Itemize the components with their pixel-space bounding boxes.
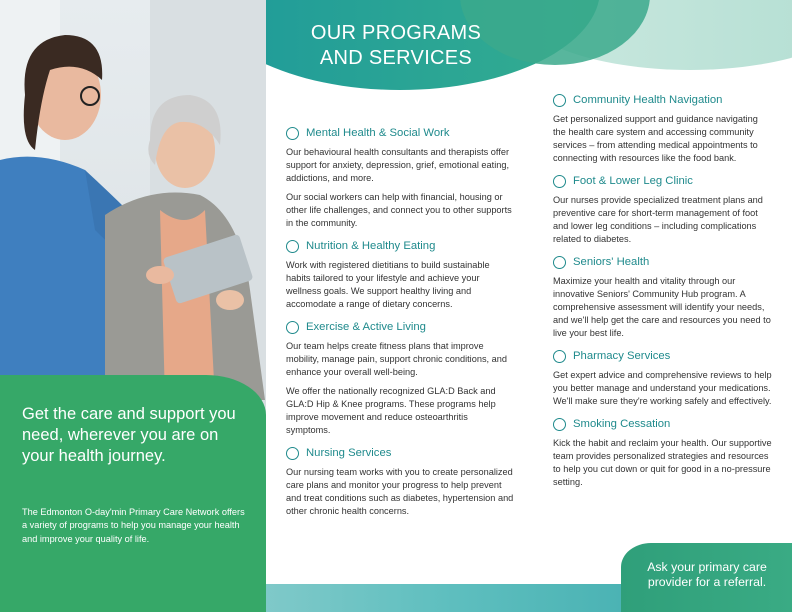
service-smoking-cessation	[553, 417, 773, 489]
tagline-body: The Edmonton O-day'min Primary Care Network offers a variety of programs to help you manage your health and improve your quality of life.	[22, 507, 245, 544]
service-description: Kick the habit and reclaim your health. Our supportive team provides personalized strategies and resources to help you cut down or quit for good in a no-pressure setting.	[553, 438, 772, 487]
service-description: Our team helps create fitness plans that improve mobility, manage pain, support chronic conditions, and enhance your overall well-being.	[286, 341, 507, 377]
service-title: Smoking Cessation	[573, 418, 671, 430]
service-description: Get expert advice and comprehensive reviews to help you better manage and understand your medications. We'll make sure they're working safely and effectively.	[553, 370, 772, 406]
service-description: Our social workers can help with financial, housing or other life challenges, and connect you to other supports in the community.	[286, 192, 512, 228]
circle-icon	[286, 240, 299, 253]
services-left-column	[286, 126, 514, 527]
circle-icon	[286, 127, 299, 140]
service-exercise	[286, 320, 514, 437]
service-description: Work with registered dietitians to build sustainable habits tailored to your lifestyle and achieve your wellness goals. We support healthy living and accomodate a range of dietary concerns.	[286, 260, 490, 309]
page-title-line2: AND SERVICES	[319, 47, 473, 69]
service-description: Maximize your health and vitality through our innovative Seniors' Community Hub program. A comprehensive assessment will identify your needs, and we'll help get the care and resources you need to live your best life.	[553, 276, 771, 338]
services-right-column	[553, 93, 773, 498]
circle-icon	[553, 256, 566, 269]
bottom-band	[266, 584, 621, 612]
circle-icon	[553, 94, 566, 107]
service-title: Nutrition & Healthy Eating	[306, 240, 436, 252]
service-foot-clinic	[553, 174, 773, 246]
service-pharmacy	[553, 349, 773, 408]
service-description: Our nurses provide specialized treatment plans and preventive care for short-term management of foot and lower leg conditions – including complications related to diabetes.	[553, 195, 763, 244]
service-title: Mental Health & Social Work	[306, 127, 450, 139]
circle-icon	[286, 447, 299, 460]
service-seniors-health	[553, 255, 773, 340]
circle-icon	[553, 418, 566, 431]
service-description: Our nursing team works with you to create personalized care plans and monitor your progress to help prevent and treat conditions such as diabetes, hypertension and other chronic health concerns.	[286, 467, 514, 516]
circle-icon	[553, 350, 566, 363]
page-title-line1: OUR PROGRAMS	[310, 22, 482, 44]
service-nursing	[286, 446, 514, 518]
service-description: Our behavioural health consultants and therapists offer support for anxiety, depression, grief, emotional eating, addictions, and more.	[286, 147, 510, 183]
service-title: Seniors' Health	[573, 256, 650, 268]
referral-text: Ask your primary care provider for a referral.	[647, 560, 767, 589]
circle-icon	[553, 175, 566, 188]
circle-icon	[286, 321, 299, 334]
service-title: Exercise & Active Living	[306, 321, 426, 333]
service-community-navigation	[553, 93, 773, 165]
page-title	[266, 21, 526, 71]
service-title: Community Health Navigation	[573, 94, 723, 106]
service-title: Pharmacy Services	[573, 350, 671, 362]
service-mental-health	[286, 126, 514, 230]
service-description: We offer the nationally recognized GLA:D Back and GLA:D Hip & Knee programs. These programs help improve movement and reduce osteoarthritis symptoms.	[286, 386, 496, 435]
tagline-heading: Get the care and support you need, wherever you are on your health journey.	[22, 405, 236, 465]
service-title: Foot & Lower Leg Clinic	[573, 175, 693, 187]
service-nutrition	[286, 239, 514, 311]
service-title: Nursing Services	[306, 447, 392, 459]
service-description: Get personalized support and guidance navigating the health care system and accessing community services – from attending medical appointments to connecting with resources like the food bank.	[553, 114, 758, 163]
